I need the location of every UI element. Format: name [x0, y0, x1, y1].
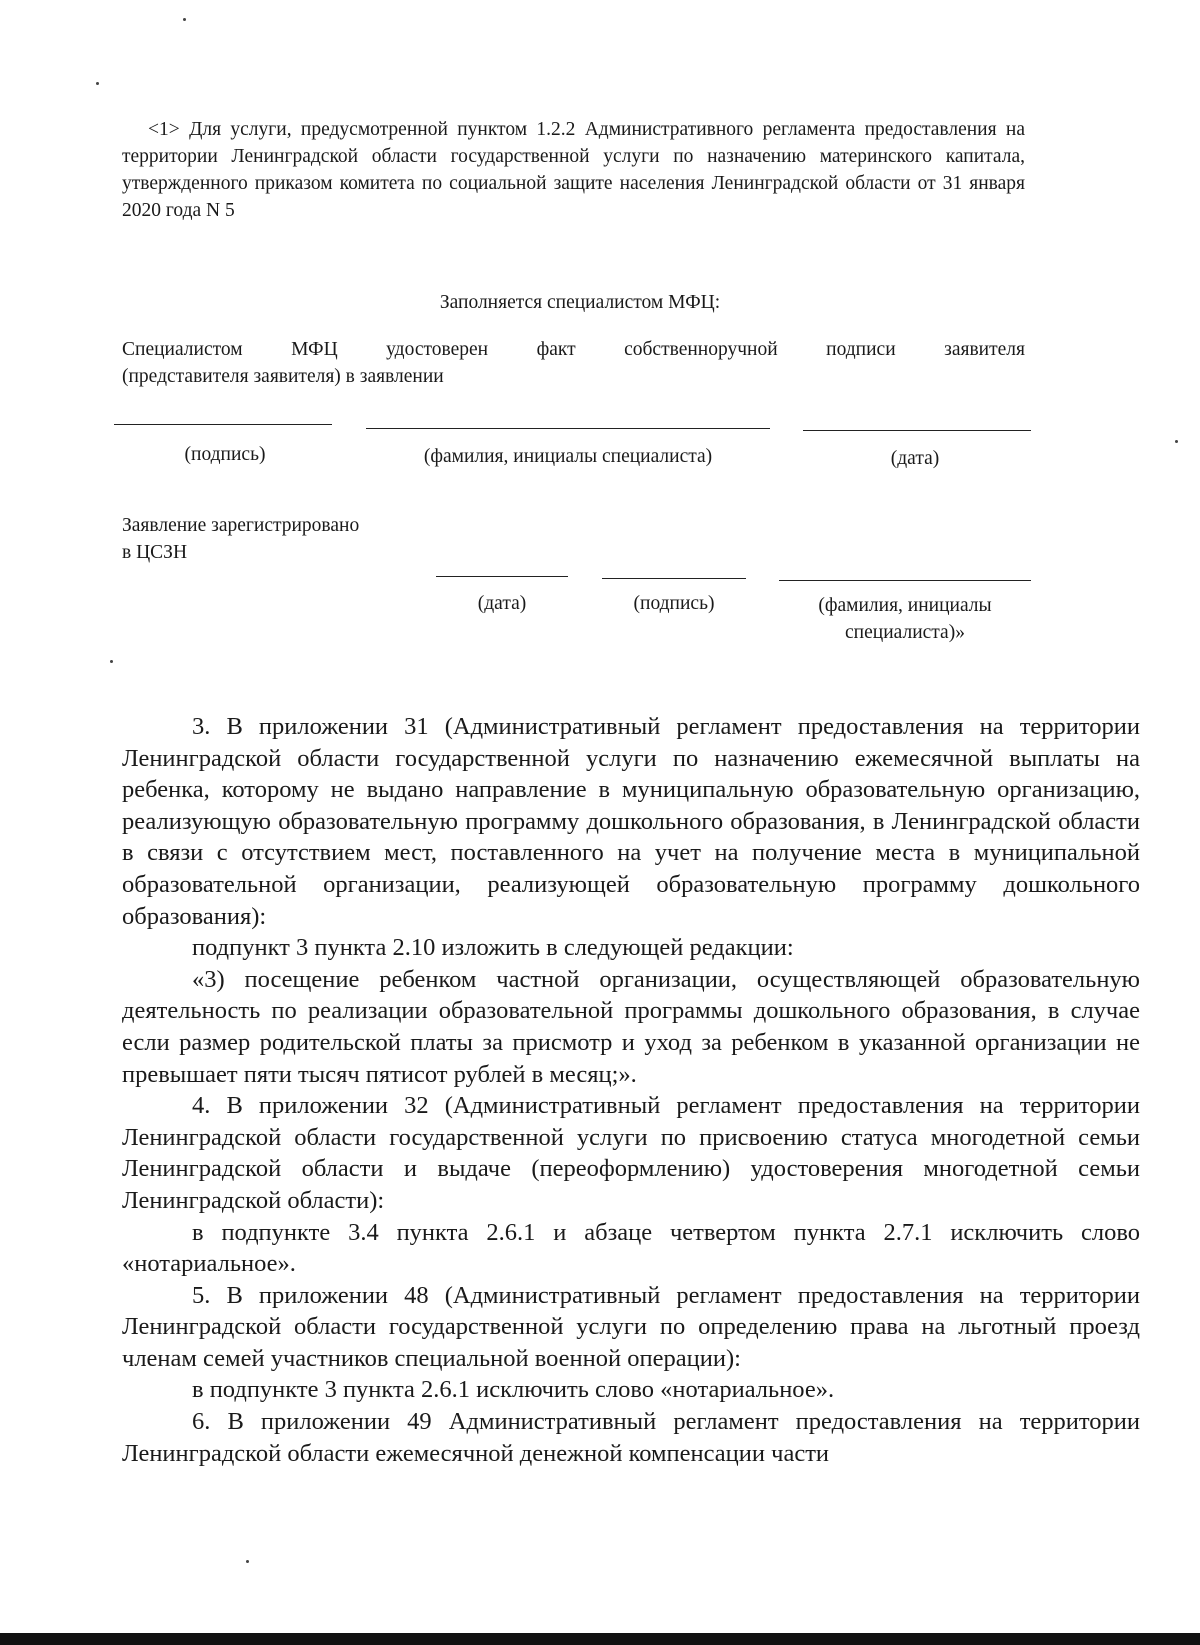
- footnote: <1> Для услуги, предусмотренной пунктом 1.2.2 Административного регламента предоставления на территории Ленинградской области государственной услуги по назначению материнского капитала, утвержденного приказом комитета по социальной защите населения Ленинградской области от 31 января 2020 года N 5: [122, 119, 1025, 221]
- mfc-date-line: [803, 430, 1031, 431]
- scan-speck: [183, 18, 186, 21]
- paragraph-3: 3. В приложении 31 (Административный регламент предоставления на территории Ленинградской области государственной услуги по назначению ежемесячной выплаты на ребенка, которому не выдано направление в муниципальную образовательную организацию, реализующую образовательную программу дошкольного образования, в Ленинградской области в связи с отсутствием мест, поставленного на учет на получение места в муниципальной образовательной организации, реализующей образовательную программу дошкольного образования):: [122, 713, 1140, 930]
- registration-name-line: [779, 580, 1031, 581]
- mfc-signature-caption: (подпись): [184, 444, 266, 465]
- paragraph-5: 5. В приложении 48 (Административный регламент предоставления на территории Ленинградской области государственной услуги по определению права на льготный проезд членам семей участников специальной военной операции):: [122, 1281, 1140, 1372]
- paragraph-3-new-text: «3) посещение ребенком частной организации, осуществляющей образовательную деятельность по реализации образовательной программы дошкольного образования, в случае если размер родительской платы за присмотр и уход за ребенком в указанной организации не превышает пяти тысяч пятисот рублей в месяц;».: [122, 965, 1140, 1088]
- mfc-statement-line-1: Специалистом МФЦ удостоверен факт собственноручной подписи заявителя: [122, 339, 1025, 360]
- mfc-name-line: [366, 428, 770, 429]
- registration-line-2: в ЦСЗН: [122, 542, 188, 563]
- paragraph-4: 4. В приложении 32 (Административный регламент предоставления на территории Ленинградской области государственной услуги по присвоению статуса многодетной семьи Ленинградской области и выдаче (переоформлению) удостоверения многодетной семьи Ленинградской области):: [122, 1092, 1140, 1214]
- registration-label: [122, 512, 442, 566]
- registration-name-caption-line-2: специалиста)»: [845, 622, 965, 643]
- paragraph-5-instruction: в подпункте 3 пункта 2.6.1 исключить слово «нотариальное».: [192, 1376, 835, 1404]
- registration-date-line: [436, 576, 568, 577]
- registration-name-caption: [780, 592, 1030, 646]
- paragraph-6: 6. В приложении 49 Административный регламент предоставления на территории Ленинградской области ежемесячной денежной компенсации части: [122, 1408, 1140, 1467]
- registration-date-caption: (дата): [477, 593, 527, 614]
- registration-line-1: Заявление зарегистрировано: [122, 515, 360, 536]
- mfc-heading: Заполняется специалистом МФЦ:: [439, 292, 721, 313]
- registration-signature-caption: (подпись): [633, 593, 715, 614]
- registration-signature-line: [602, 578, 746, 579]
- mfc-date-caption: (дата): [890, 448, 940, 469]
- amendments-body: [122, 711, 1140, 1469]
- registration-name-caption-line-1: (фамилия, инициалы: [818, 595, 992, 616]
- mfc-signature-line: [114, 424, 332, 425]
- scan-speck: [1175, 440, 1178, 443]
- scan-edge-bar: [0, 1633, 1200, 1645]
- scan-speck: [96, 82, 99, 85]
- mfc-statement: [122, 336, 1025, 390]
- mfc-statement-line-2: (представителя заявителя) в заявлении: [122, 366, 444, 387]
- mfc-name-caption: (фамилия, инициалы специалиста): [423, 446, 713, 467]
- paragraph-3-instruction: подпункт 3 пункта 2.10 изложить в следующей редакции:: [192, 934, 794, 962]
- paragraph-4-instruction: в подпункте 3.4 пункта 2.6.1 и абзаце четвертом пункта 2.7.1 исключить слово «нотариальное».: [122, 1218, 1140, 1278]
- scan-speck: [110, 660, 113, 663]
- scan-speck: [246, 1560, 249, 1563]
